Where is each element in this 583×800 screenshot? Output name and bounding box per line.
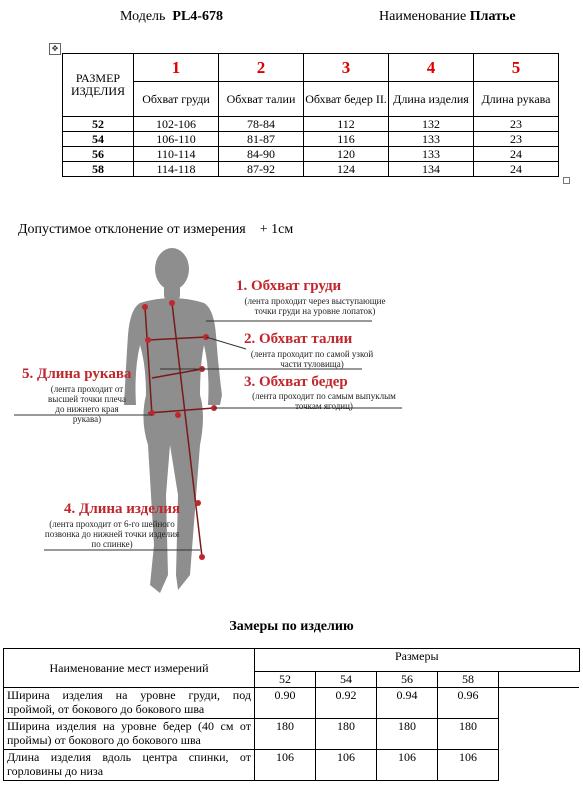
measure-name: Ширина изделия на уровне груди, под проймой, от бокового до бокового шва <box>4 688 255 719</box>
col-number-4: 4 <box>389 54 474 82</box>
measure-value: 180 <box>255 719 316 750</box>
value-cell: 87-92 <box>219 162 304 177</box>
size-col-header: 54 <box>316 672 377 688</box>
value-cell: 23 <box>474 117 559 132</box>
table-resize-handle-icon[interactable] <box>563 177 570 184</box>
measurements-table <box>3 648 580 781</box>
figure-desc-length: (лента проходит от 6-го шейного позвонка до нижней точки изделия по спинке) <box>44 519 180 549</box>
value-cell: 133 <box>389 132 474 147</box>
value-cell: 81-87 <box>219 132 304 147</box>
blank-cell <box>499 750 580 781</box>
blank-cell <box>499 688 580 719</box>
col-label-2: Обхват талии <box>219 82 304 117</box>
value-cell: 110-114 <box>134 147 219 162</box>
figure-label-length: 4. Длина изделия <box>64 501 181 517</box>
name-header: Наименование мест измерений <box>4 649 255 688</box>
col-label-5: Длина рукава <box>474 82 559 117</box>
figure-label-hips: 3. Обхват бедер <box>244 374 348 390</box>
value-cell: 24 <box>474 147 559 162</box>
model-label: Модель <box>120 9 166 24</box>
measure-value: 180 <box>377 719 438 750</box>
col-number-3: 3 <box>304 54 389 82</box>
figure-desc-waist: (лента проходит по самой узкой части туловища) <box>250 349 374 369</box>
measure-value: 0.94 <box>377 688 438 719</box>
col-number-2: 2 <box>219 54 304 82</box>
name-value: Платье <box>469 9 516 24</box>
value-cell: 102-106 <box>134 117 219 132</box>
size-col-header: 58 <box>438 672 499 688</box>
measure-value: 0.90 <box>255 688 316 719</box>
value-cell: 116 <box>304 132 389 147</box>
figure-label-chest: 1. Обхват груди <box>236 278 342 294</box>
col-label-1: Обхват груди <box>134 82 219 117</box>
table-row <box>63 147 559 162</box>
table-move-handle-icon[interactable]: ✥ <box>49 43 61 55</box>
model-heading <box>120 9 223 25</box>
figure-desc-chest: (лента проходит через выступающие точки груди на уровне лопаток) <box>244 296 386 316</box>
size-cell: 54 <box>63 132 134 147</box>
size-col-header: 56 <box>377 672 438 688</box>
blank-cell <box>499 672 580 688</box>
value-cell: 106-110 <box>134 132 219 147</box>
figure-label-sleeve: 5. Длина рукава <box>22 366 132 382</box>
measure-value: 106 <box>438 750 499 781</box>
table-row <box>63 132 559 147</box>
size-cell: 56 <box>63 147 134 162</box>
value-cell: 78-84 <box>219 117 304 132</box>
measure-value: 180 <box>438 719 499 750</box>
value-cell: 114-118 <box>134 162 219 177</box>
name-heading <box>379 9 516 25</box>
col-number-5: 5 <box>474 54 559 82</box>
value-cell: 84-90 <box>219 147 304 162</box>
figure-desc-sleeve: (лента проходит от высшей точки плеча до нижнего края рукава) <box>48 384 126 424</box>
row-header: РАЗМЕР ИЗДЕЛИЯ <box>63 54 134 117</box>
table-row <box>4 750 580 781</box>
measure-name: Длина изделия вдоль центра спинки, от горловины до низа <box>4 750 255 781</box>
measure-value: 106 <box>255 750 316 781</box>
value-cell: 134 <box>389 162 474 177</box>
col-label-3: Обхват бедер II. <box>304 82 389 117</box>
size-cell: 52 <box>63 117 134 132</box>
table-row <box>63 162 559 177</box>
table-row <box>4 719 580 750</box>
measure-value: 0.92 <box>316 688 377 719</box>
measure-value: 180 <box>316 719 377 750</box>
tolerance-value: + 1см <box>259 222 294 237</box>
value-cell: 112 <box>304 117 389 132</box>
value-cell: 133 <box>389 147 474 162</box>
figure-label-waist: 2. Обхват талии <box>244 331 353 347</box>
measurements-title: Замеры по изделию <box>229 619 354 634</box>
figure-desc-hips: (лента проходит по самым выпуклым точкам ягодиц) <box>252 391 396 411</box>
name-label: Наименование <box>379 9 467 24</box>
measure-value: 0.96 <box>438 688 499 719</box>
size-col-header: 52 <box>255 672 316 688</box>
tolerance-note <box>18 222 293 238</box>
measure-value: 106 <box>377 750 438 781</box>
value-cell: 124 <box>304 162 389 177</box>
size-table <box>62 53 559 177</box>
measure-name: Ширина изделия на уровне бедер (40 см от проймы) от бокового до бокового шва <box>4 719 255 750</box>
value-cell: 120 <box>304 147 389 162</box>
size-cell: 58 <box>63 162 134 177</box>
col-label-4: Длина изделия <box>389 82 474 117</box>
model-value: PL4-678 <box>172 9 223 24</box>
table-row <box>4 688 580 719</box>
tolerance-text: Допустимое отклонение от измерения <box>18 222 246 237</box>
blank-cell <box>499 719 580 750</box>
sizes-header: Размеры <box>255 649 580 672</box>
col-number-1: 1 <box>134 54 219 82</box>
table-row <box>63 117 559 132</box>
value-cell: 132 <box>389 117 474 132</box>
value-cell: 24 <box>474 162 559 177</box>
value-cell: 23 <box>474 132 559 147</box>
measure-value: 106 <box>316 750 377 781</box>
